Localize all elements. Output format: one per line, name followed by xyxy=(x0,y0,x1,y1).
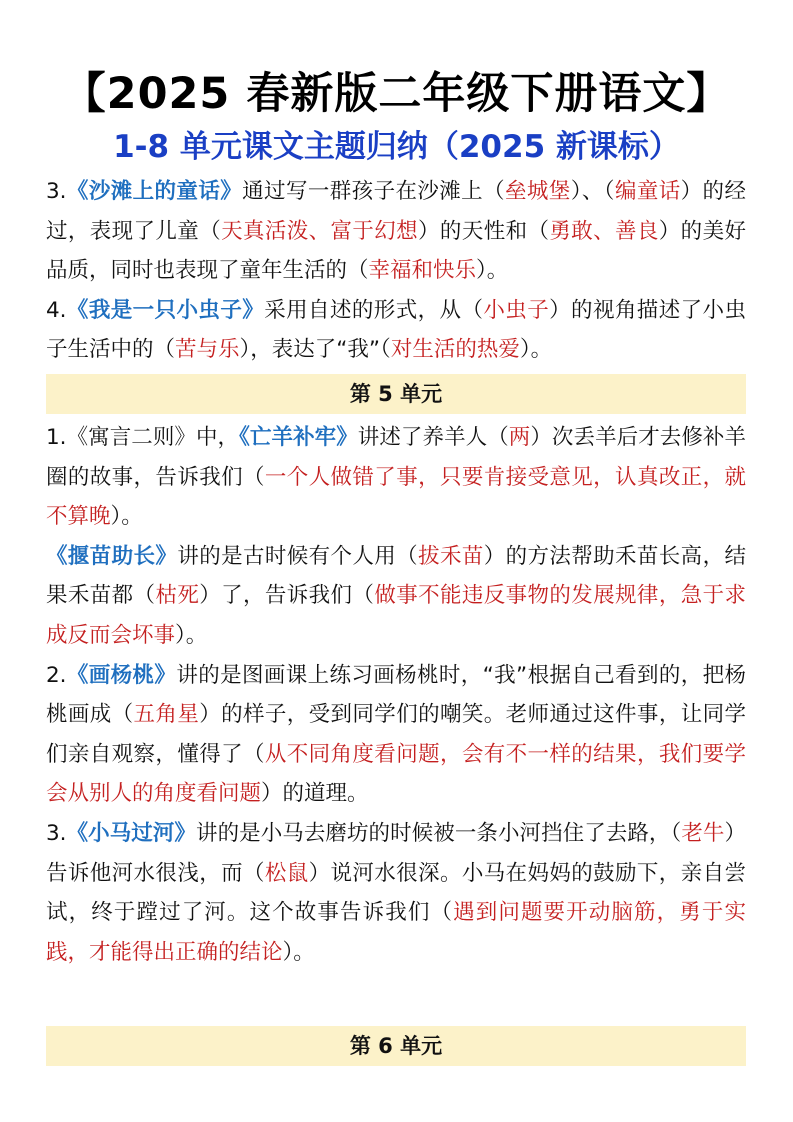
page-subtitle: 1-8 单元课文主题归纳（2025 新课标） xyxy=(113,129,680,165)
paragraph-huayangtao xyxy=(46,656,746,814)
text-segment: ）的美好品质，同时也表现了童年生活的（ xyxy=(46,218,746,284)
text-segment: 采用自述的形式，从（ xyxy=(264,297,484,323)
content-body xyxy=(46,172,746,1066)
text-segment: ）、（ xyxy=(570,179,615,204)
unit-6-header: 第 6 单元 xyxy=(46,1026,746,1066)
answer-text: 苦与乐 xyxy=(175,337,240,363)
answer-text: 编童话 xyxy=(614,179,681,204)
paragraph-wangyangbulao xyxy=(46,418,746,537)
paragraph-xiaomaguohe xyxy=(46,814,746,972)
answer-text: 做事不能违反事物的发展规律，急于求成反而会坏事 xyxy=(46,583,746,648)
text-segment: ）的样子，受到同学们的嘲笑。老师通过这件事，让同学们亲自观察，懂得了（ xyxy=(46,702,746,767)
text-segment: 讲述了养羊人（ xyxy=(357,424,509,450)
lesson-title: 《画杨桃》 xyxy=(66,662,177,688)
lesson-title: 《揠苗助长》 xyxy=(46,543,178,569)
text-segment: ）。 xyxy=(175,622,208,648)
text-segment: ）了，告诉我们（ xyxy=(199,583,375,609)
lesson-title: 《沙滩上的童话》 xyxy=(66,179,243,204)
text-segment: 4. xyxy=(46,297,67,323)
answer-text: 勇敢、善良 xyxy=(549,218,659,244)
answer-text: 对生活的热爱 xyxy=(390,337,520,363)
answer-text: 遇到问题要开动脑筋，勇于实践，才能得出正确的结论 xyxy=(46,900,746,965)
text-segment: ）告诉他河水很浅，而（ xyxy=(46,820,746,886)
page-title: 【2025 春新版二年级下册语文】 xyxy=(62,69,731,119)
answer-text: 老牛 xyxy=(681,820,725,846)
text-segment: 讲的是小马去磨坊的时候被一条小河挡住了去路，（ xyxy=(196,820,682,846)
answer-text: 一个人做错了事，只要肯接受意见，认真改正，就不算晚 xyxy=(46,464,746,530)
text-segment: ）。 xyxy=(110,504,143,530)
text-segment: 3. xyxy=(46,820,67,846)
text-segment: 1.《寓言二则》中， xyxy=(46,424,240,450)
text-segment: ）次丢羊后才去修补羊圈的故事，告诉我们（ xyxy=(46,424,746,490)
answer-text: 枯死 xyxy=(155,583,200,609)
lesson-title: 《我是一只小虫子》 xyxy=(66,297,265,323)
text-segment: ），表达了“我”（ xyxy=(239,337,391,363)
text-segment: 讲的是古时候有个人用（ xyxy=(177,543,419,569)
paragraph-yamiaozhuzhang xyxy=(46,537,746,656)
answer-text: 小虫子 xyxy=(483,297,550,323)
paragraph-xiaochongzi xyxy=(46,291,746,370)
answer-text: 幸福和快乐 xyxy=(368,258,477,284)
text-segment: 通过写一群孩子在沙滩上（ xyxy=(242,179,505,204)
answer-text: 拔禾苗 xyxy=(418,543,484,569)
answer-text: 垒城堡 xyxy=(505,179,571,204)
text-segment: ）。 xyxy=(519,337,553,363)
text-segment: ）的经过，表现了儿童（ xyxy=(46,179,746,244)
text-segment: ）的方法帮助禾苗长高，结果禾苗都（ xyxy=(46,543,746,609)
lesson-title: 《小马过河》 xyxy=(66,820,196,846)
text-segment: 2. xyxy=(46,662,67,688)
unit-5-header: 第 5 单元 xyxy=(46,374,746,414)
lesson-title: 《亡羊补牢》 xyxy=(239,424,358,450)
text-segment: ）。 xyxy=(282,939,315,965)
answer-text: 五角星 xyxy=(133,702,200,728)
text-segment: ）说河水很深。小马在妈妈的鼓励下，亲自尝试，终于蹚过了河。这个故事告诉我们（ xyxy=(46,860,746,926)
answer-text: 天真活泼、富于幻想 xyxy=(221,218,419,244)
paragraph-shatan xyxy=(46,172,746,291)
text-segment: ）的道理。 xyxy=(261,781,369,807)
text-segment: 讲的是图画课上练习画杨桃时，“我”根据自己看到的，把杨桃画成（ xyxy=(46,662,746,728)
text-segment: ）。 xyxy=(476,258,509,284)
text-segment: ）的天性和（ xyxy=(418,218,550,244)
text-segment: 3. xyxy=(46,179,67,204)
text-segment: ）的视角描述了小虫子生活中的（ xyxy=(46,297,746,363)
answer-text: 松鼠 xyxy=(264,860,309,886)
answer-text: 两 xyxy=(508,424,531,450)
answer-text: 从不同角度看问题，会有不一样的结果，我们要学会从别人的角度看问题 xyxy=(46,741,746,807)
